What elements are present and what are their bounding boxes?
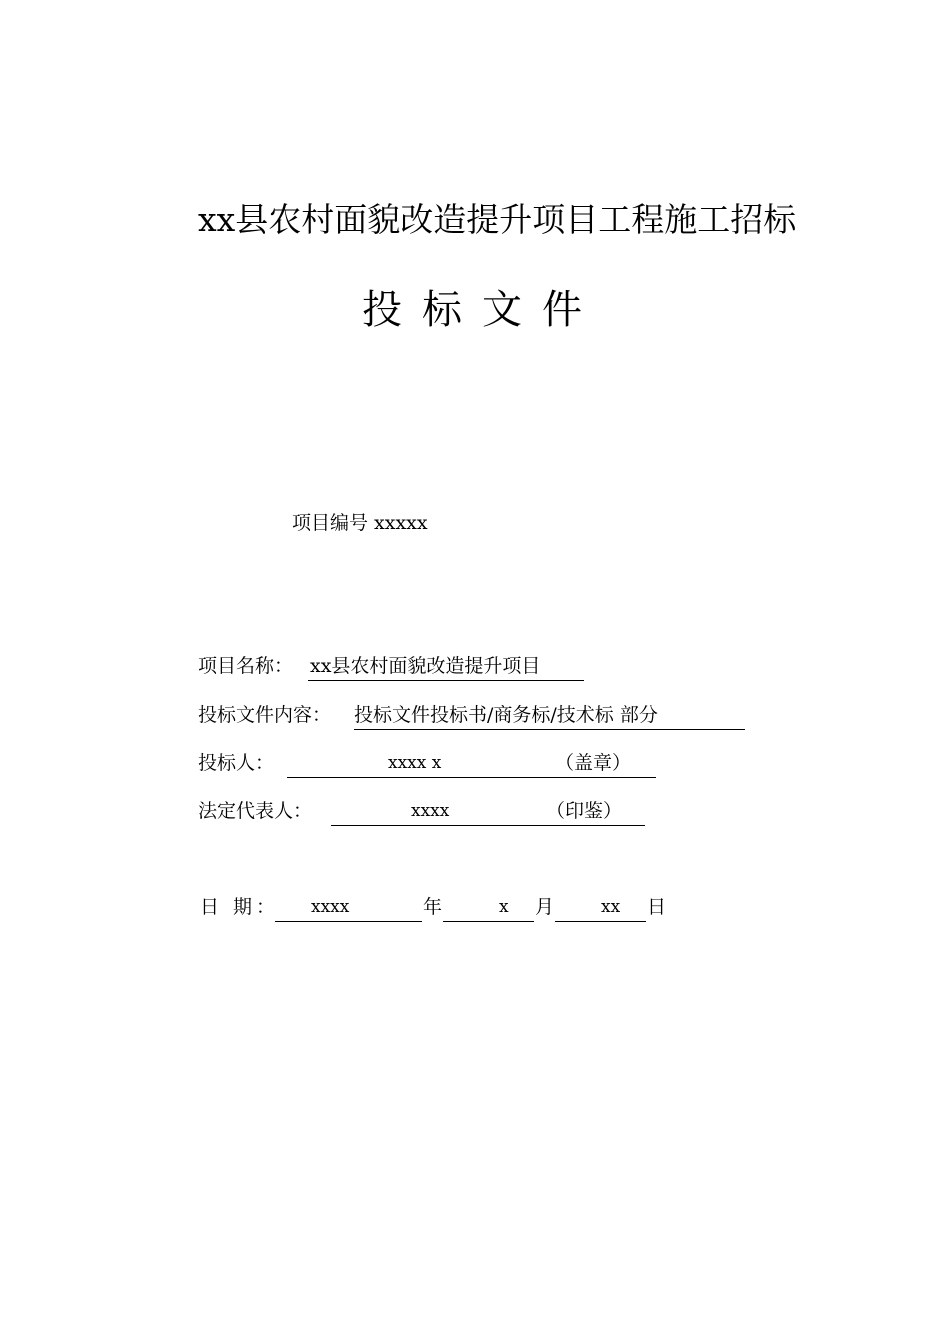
bidder-row bbox=[198, 749, 274, 777]
legal-rep-field bbox=[331, 797, 645, 826]
date-label: 日 期： bbox=[200, 896, 280, 918]
project-name-label: 项目名称： bbox=[198, 655, 294, 677]
date-day-value: xx bbox=[601, 897, 621, 917]
bidder-label: 投标人： bbox=[198, 752, 275, 774]
document-subtitle: 投标文件 bbox=[362, 287, 602, 333]
project-name-row bbox=[198, 652, 293, 680]
date-day-unit: 日 bbox=[647, 896, 667, 918]
date-year-value: xxxx bbox=[311, 897, 350, 917]
legal-rep-label: 法定代表人： bbox=[198, 800, 313, 822]
legal-rep-seal: （印鉴） bbox=[546, 800, 623, 822]
date-year-unit: 年 bbox=[423, 896, 443, 918]
bidder-value: xxxx x bbox=[388, 753, 442, 773]
content-field bbox=[354, 701, 745, 730]
date-month-field bbox=[443, 893, 534, 922]
document-title: xx县农村面貌改造提升项目工程施工招标 bbox=[198, 200, 797, 239]
content-label: 投标文件内容： bbox=[198, 704, 332, 726]
project-name-field bbox=[308, 652, 584, 681]
legal-rep-value: xxxx bbox=[411, 801, 450, 821]
date-year-field bbox=[275, 893, 422, 922]
legal-rep-row bbox=[198, 797, 312, 825]
date-month-value: x bbox=[499, 897, 509, 917]
content-value: 投标文件投标书/商务标/技术标 部分 bbox=[354, 704, 658, 726]
date-day-field bbox=[555, 893, 646, 922]
bidder-field bbox=[287, 749, 656, 778]
project-name-value: xx县农村面貌改造提升项目 bbox=[310, 655, 541, 677]
date-month-unit: 月 bbox=[535, 896, 555, 918]
date-label-wrap bbox=[200, 893, 279, 921]
content-row bbox=[198, 701, 331, 729]
project-number: 项目编号 xxxxx bbox=[292, 512, 428, 534]
bidder-seal: （盖章） bbox=[555, 752, 632, 774]
